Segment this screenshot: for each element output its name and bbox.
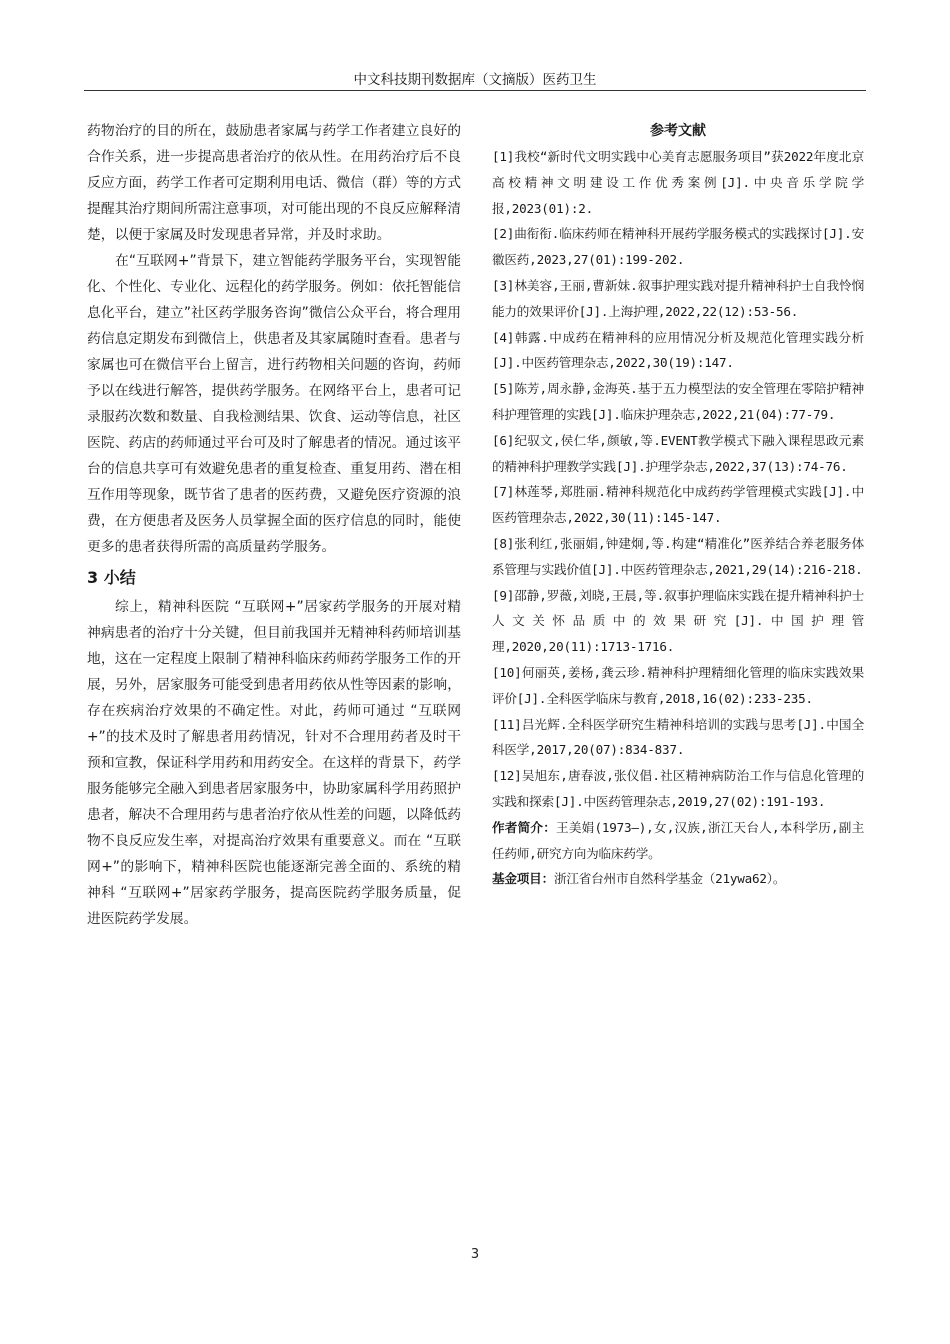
right-column xyxy=(492,118,864,892)
reference-item: [1]我校“新时代文明实践中心美育志愿服务项目”获2022年度北京高校精神文明建设工作优秀案例[J].中央音乐学院学报,2023(01):2. xyxy=(492,149,864,216)
reference-item: [12]吴旭东,唐春波,张仪倡.社区精神病防治工作与信息化管理的实践和探索[J].中医药管理杂志,2019,27(02):191-193. xyxy=(492,768,864,809)
author-bio-text: 王美娟(1973—),女,汉族,浙江天台人,本科学历,副主任药师,研究方向为临床药学。 xyxy=(492,819,864,861)
left-column xyxy=(87,118,461,932)
body-paragraph: 在“互联网+”背景下，建立智能药学服务平台，实现智能化、个性化、专业化、远程化的药学服务。例如：依托智能信息化平台，建立”社区药学服务咨询”微信公众平台，将合理用药信息定期发布到微信上，供患者及其家属随时查看。患者与家属也可在微信平台上留言，进行药物相关问题的咨询，药师予以在线进行解答，提供药学服务。在网络平台上，患者可记录服药次数和数量、自我检测结果、饮食、运动等信息，社区医院、药店的药师通过平台可及时了解患者的情况。通过该平台的信息共享可有效避免患者的重复检查、重复用药、潜在相互作用等现象，既节省了患者的医药费，又避免医疗资源的浪费，在方便患者及医务人员掌握全面的医疗信息的同时，能使更多的患者获得所需的高质量药学服务。 xyxy=(87,253,461,555)
reference-item: [8]张利红,张丽娟,钟建炯,等.构建“精准化”医养结合养老服务体系管理与实践价值[J].中医药管理杂志,2021,29(14):216-218. xyxy=(492,535,864,577)
reference-item: [5]陈芳,周永静,金海英.基于五力模型法的安全管理在零陪护精神科护理管理的实践[J].临床护理杂志,2022,21(04):77-79. xyxy=(492,381,864,422)
author-bio-label: 作者简介： xyxy=(492,819,557,835)
reference-list xyxy=(492,144,864,815)
section-heading: 3 小结 xyxy=(87,568,136,587)
body-paragraph: 综上，精神科医院 “互联网+”居家药学服务的开展对精神病患者的治疗十分关键，但目前我国并无精神科药师培训基地，这在一定程度上限制了精神科临床药师药学服务工作的开展，另外，居家服务可能受到患者用药依从性等因素的影响，存在疾病治疗效果的不确定性。对此，药师可通过 “互联网+”的技术及时了解患者用药情况，针对不合理用药者及时干预和宣教，保证科学用药和用药安全。在这样的背景下，药学服务能够完全融入到患者居家服务中，协助家属科学用药照护患者，解决不合理用药与患者治疗依从性差的问题，以降低药物不良反应发生率，对提高治疗效果有重要意义。而在 “互联网+”的影响下，精神科医院也能逐渐完善全面的、系统的精神科 “互联网+”居家药学服务，提高医院药学服务质量，促进医院药学发展。 xyxy=(87,599,461,927)
author-bio xyxy=(492,815,864,867)
reference-item: [3]林美容,王丽,曹新妹.叙事护理实践对提升精神科护士自我怜悯能力的效果评价[J].上海护理,2022,22(12):53-56. xyxy=(492,277,864,319)
reference-item: [7]林莲琴,郑胜丽.精神科规范化中成药药学管理模式实践[J].中医药管理杂志,2022,30(11):145-147. xyxy=(492,484,864,526)
fund-label: 基金项目： xyxy=(492,871,554,887)
reference-item: [2]曲衔衔.临床药师在精神科开展药学服务模式的实践探讨[J].安徽医药,2023,27(01):199-202. xyxy=(492,226,864,268)
body-paragraph: 药物治疗的目的所在，鼓励患者家属与药学工作者建立良好的合作关系，进一步提高患者治疗的依从性。在用药治疗后不良反应方面，药学工作者可定期利用电话、微信（群）等的方式提醒其治疗期间所需注意事项，对可能出现的不良反应解释清楚，以便于家属及时发现患者异常，并及时求助。 xyxy=(87,123,461,243)
journal-header: 中文科技期刊数据库（文摘版）医药卫生 xyxy=(353,72,597,88)
fund-text: 浙江省台州市自然科学基金（21ywa62）。 xyxy=(553,871,786,887)
reference-item: [4]韩露.中成药在精神科的应用情况分析及规范化管理实践分析[J].中医药管理杂志,2022,30(19):147. xyxy=(492,329,864,371)
references-title: 参考文献 xyxy=(650,123,706,139)
page-number: 3 xyxy=(470,1247,480,1262)
reference-item: [10]何丽英,姜杨,龚云珍.精神科护理精细化管理的临床实践效果评价[J].全科医学临床与教育,2018,16(02):233-235. xyxy=(492,664,864,706)
reference-item: [6]纪驭文,侯仁华,颜敏,等.EVENT教学模式下融入课程思政元素的精神科护理教学实践[J].护理学杂志,2022,37(13):74-76. xyxy=(492,432,864,474)
reference-item: [11]吕光辉.全科医学研究生精神科培训的实践与思考[J].中国全科医学,2017,20(07):834-837. xyxy=(492,716,864,758)
fund-info xyxy=(492,866,864,892)
header-divider xyxy=(84,90,866,91)
reference-item: [9]邵静,罗薇,刘晓,王晨,等.叙事护理临床实践在提升精神科护士人文关怀品质中的效果研究[J].中国护理管理,2020,20(11):1713-1716. xyxy=(492,587,864,655)
